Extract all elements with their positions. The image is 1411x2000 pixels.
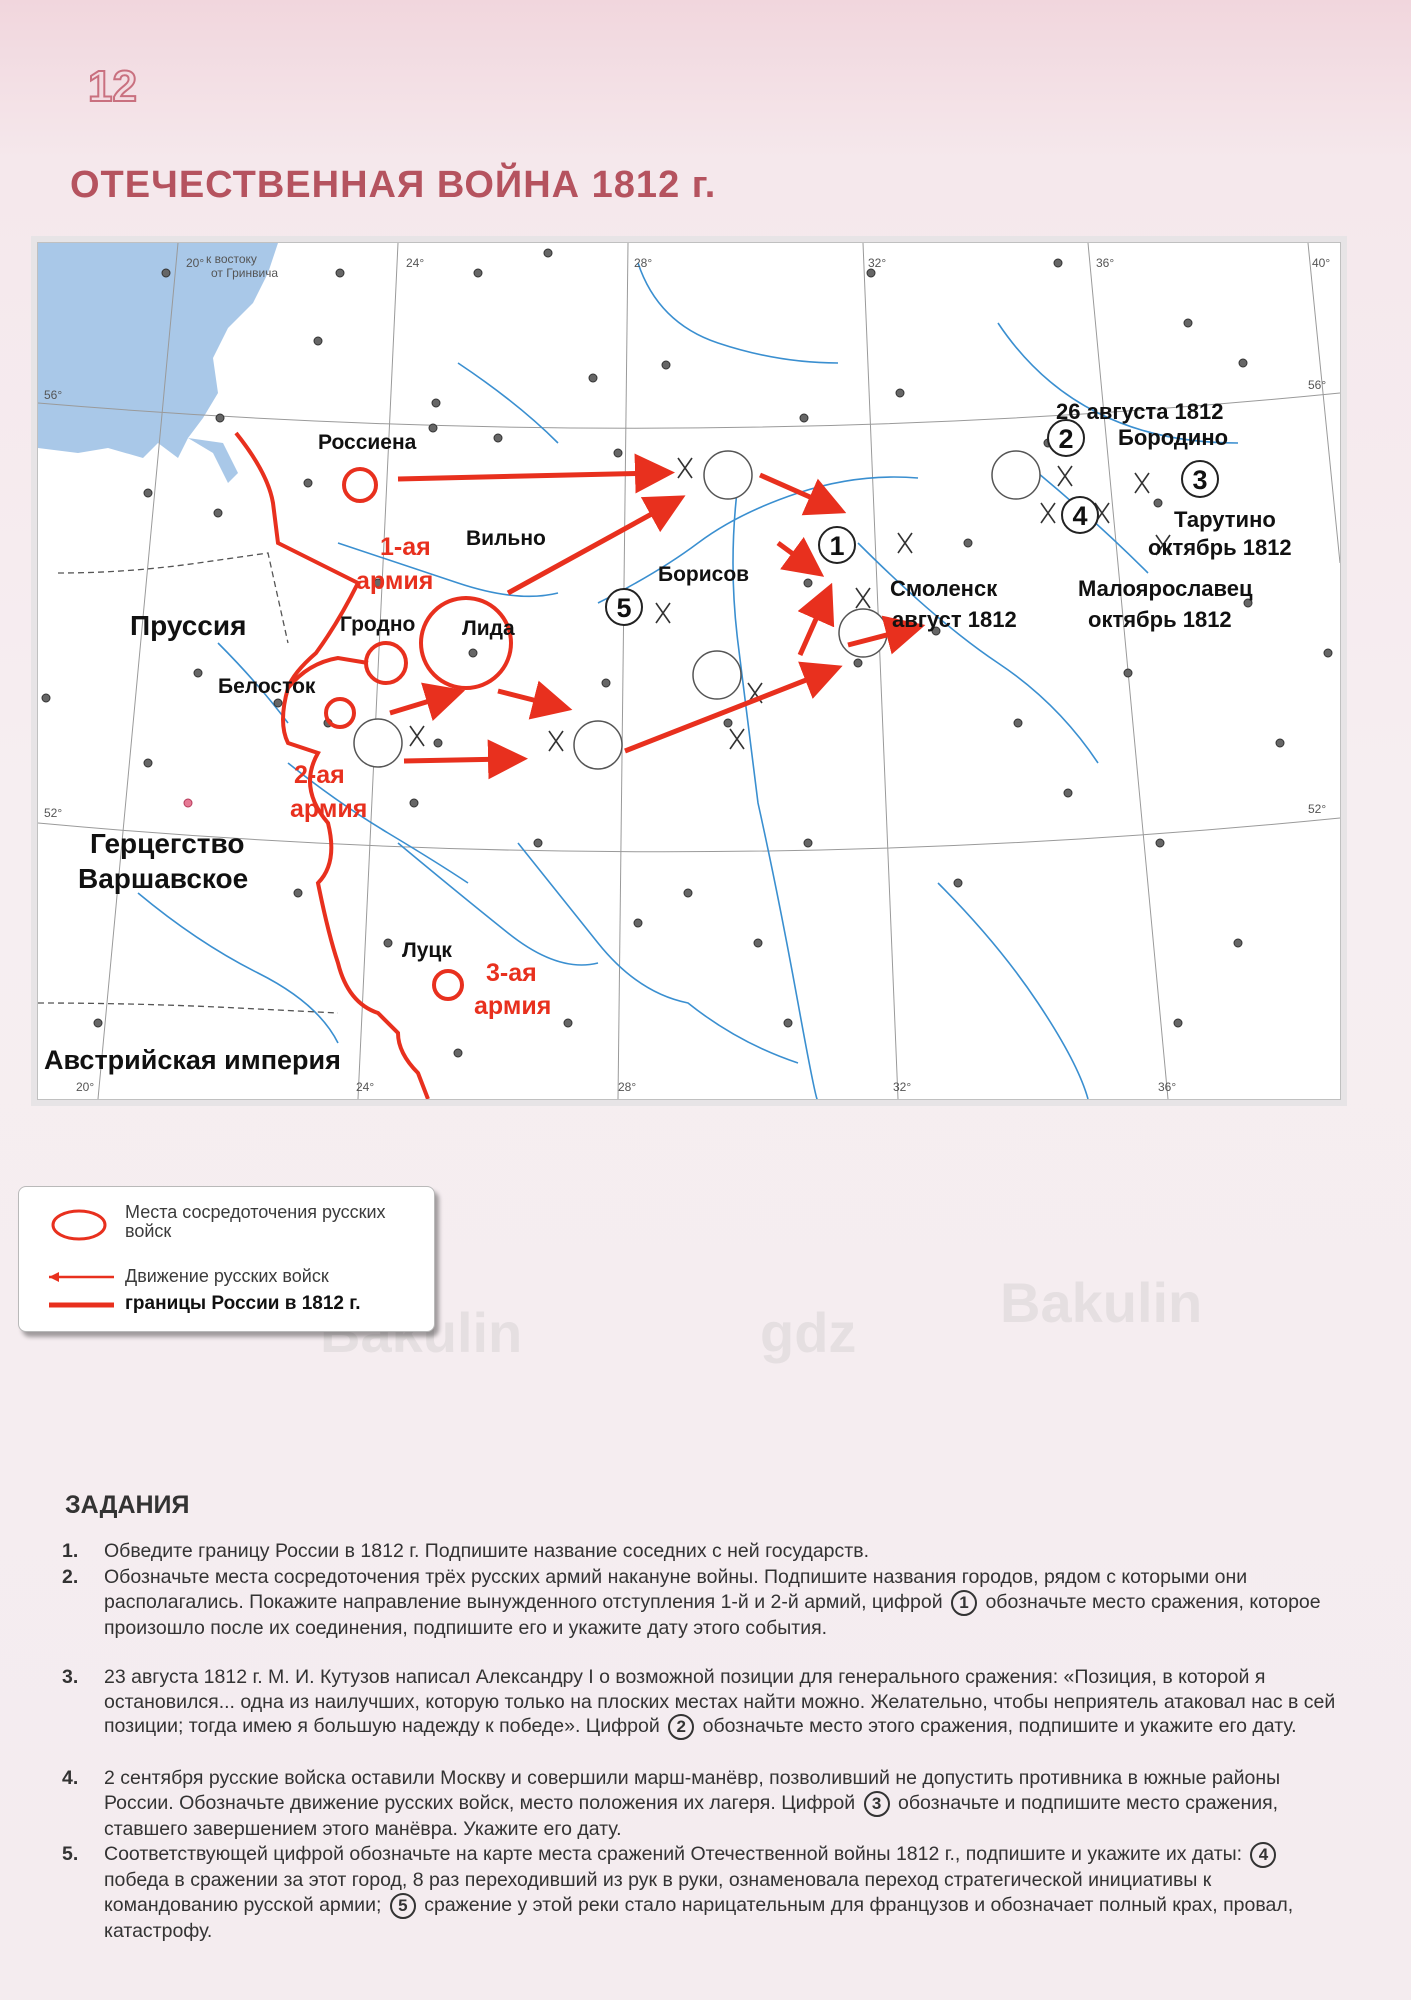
legend-border-icon: [39, 1295, 119, 1315]
svg-text:32°: 32°: [868, 256, 887, 270]
battle-2-number: 2: [1058, 424, 1074, 454]
battle-3-number: 3: [1192, 465, 1208, 495]
army1-rossiena-circle: [344, 469, 376, 501]
legend-border-text: границы России в 1812 г.: [125, 1293, 361, 1314]
tasks-title: ЗАДАНИЯ: [65, 1491, 190, 1519]
label-tarutino: Тарутино: [1174, 507, 1276, 532]
label-warsaw-2: Варшавское: [78, 863, 249, 894]
svg-text:28°: 28°: [634, 256, 653, 270]
lida-circle: [421, 598, 511, 688]
label-maloyar: Малоярославец: [1078, 576, 1253, 601]
label-grodno: Гродно: [340, 613, 416, 636]
legend-arrow-text: Движение русских войск: [125, 1266, 329, 1286]
page-number: 12: [88, 62, 137, 111]
label-prussia: Пруссия: [130, 610, 247, 641]
label-army3-a: 3-ая: [486, 959, 537, 987]
svg-text:56°: 56°: [1308, 378, 1327, 392]
svg-text:от Гринвича: от Гринвича: [211, 266, 279, 280]
label-borodino: Бородино: [1118, 425, 1229, 450]
legend-circle-text: Места сосредоточения русских войск: [125, 1202, 386, 1241]
svg-text:36°: 36°: [1158, 1080, 1177, 1094]
svg-text:52°: 52°: [1308, 802, 1327, 816]
label-army2-b: армия: [290, 795, 368, 823]
battle-4-number: 4: [1072, 501, 1088, 531]
svg-text:к востоку: к востоку: [206, 252, 257, 266]
label-borodino-date: 26 августа 1812: [1056, 399, 1224, 424]
svg-text:56°: 56°: [44, 388, 63, 402]
label-belostok: Белосток: [218, 675, 316, 698]
label-maloyar-date: октябрь 1812: [1088, 607, 1232, 632]
label-army1-a: 1-ая: [380, 533, 431, 561]
svg-text:24°: 24°: [406, 256, 425, 270]
svg-text:36°: 36°: [1096, 256, 1115, 270]
label-smolensk: Смоленск: [890, 576, 998, 601]
svg-text:24°: 24°: [356, 1080, 375, 1094]
legend-circle-icon: [39, 1205, 119, 1245]
svg-text:28°: 28°: [618, 1080, 637, 1094]
army3-lutsk-circle: [434, 971, 462, 999]
label-warsaw-1: Герцегство: [90, 828, 245, 859]
legend-arrow-icon: [39, 1267, 119, 1287]
legend: [18, 1186, 435, 1332]
army1-grodno-circle: [366, 643, 406, 683]
page-title: ОТЕЧЕСТВЕННАЯ ВОЙНА 1812 г.: [70, 164, 717, 206]
svg-text:32°: 32°: [893, 1080, 912, 1094]
svg-text:52°: 52°: [44, 806, 63, 820]
label-vilno: Вильно: [466, 527, 546, 550]
label-lida: Лида: [462, 617, 515, 640]
map: [37, 242, 1341, 1100]
label-borisov: Борисов: [658, 563, 750, 586]
label-lutsk: Луцк: [402, 939, 452, 962]
label-army3-b: армия: [474, 992, 552, 1020]
label-austria: Австрийская империя: [44, 1045, 341, 1075]
svg-text:20°: 20°: [186, 256, 205, 270]
svg-text:20°: 20°: [76, 1080, 95, 1094]
label-tarutino-date: октябрь 1812: [1148, 535, 1292, 560]
battle-5-number: 5: [616, 593, 632, 623]
army2-belostok-circle: [326, 699, 354, 727]
label-rossiena: Россиена: [318, 431, 417, 454]
label-smolensk-date: август 1812: [892, 607, 1017, 632]
label-army1-b: армия: [356, 567, 434, 595]
battle-1-number: 1: [829, 531, 845, 561]
label-army2-a: 2-ая: [294, 761, 345, 789]
svg-text:40°: 40°: [1312, 256, 1331, 270]
